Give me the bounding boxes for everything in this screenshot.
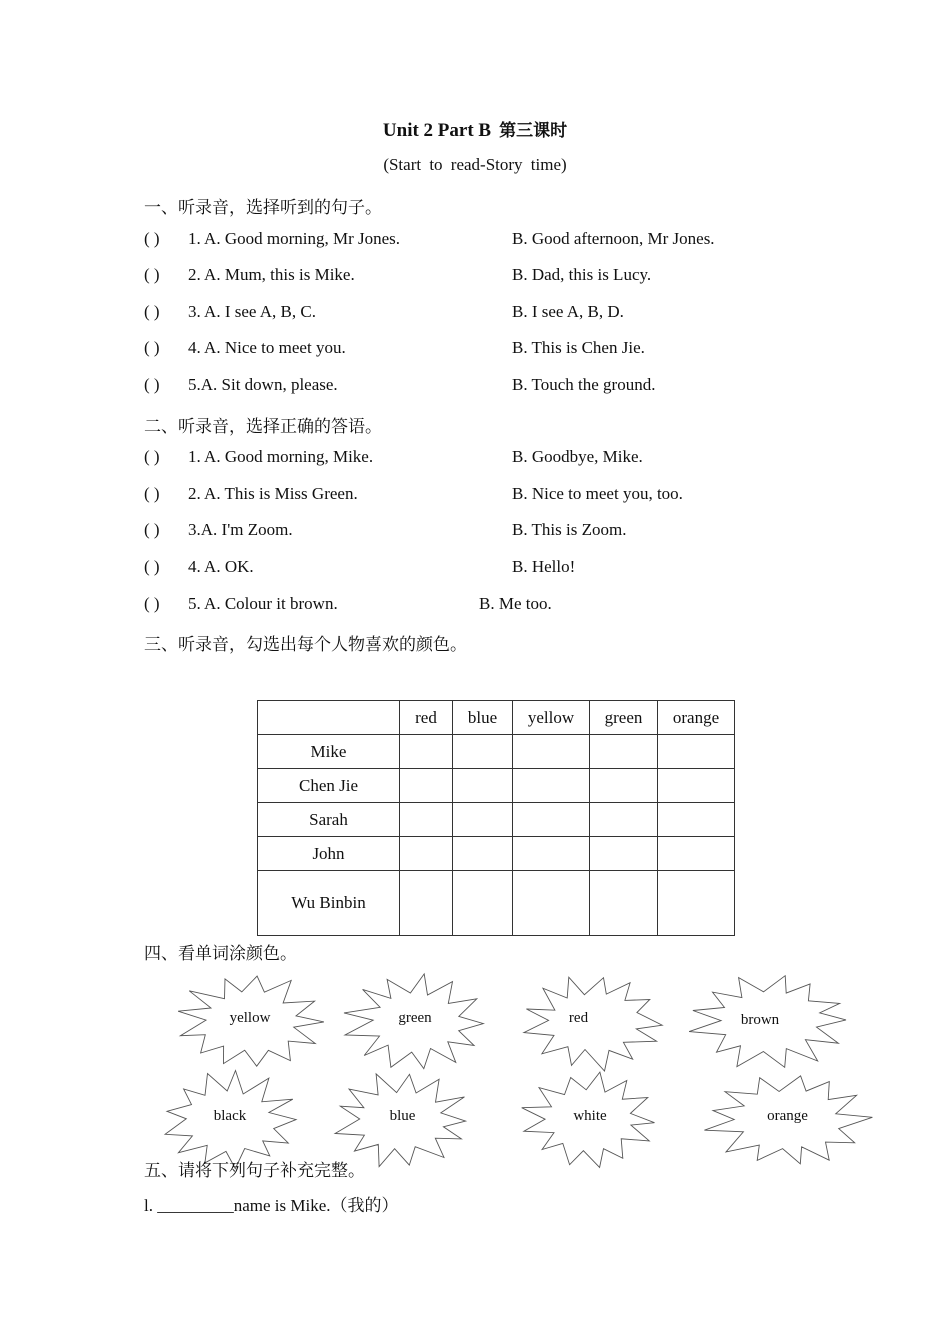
answer-blank[interactable]: ( )	[144, 594, 160, 613]
answer-blank[interactable]: ( )	[144, 302, 160, 321]
option-a: 4. A. OK.	[188, 557, 254, 576]
fill-in-sentence[interactable]: l. _________name is Mike.（我的）	[144, 1196, 399, 1215]
answer-blank[interactable]: ( )	[144, 375, 160, 394]
column-header: blue	[453, 701, 513, 735]
option-a: 2. A. Mum, this is Mike.	[188, 265, 355, 284]
burst-word: brown	[740, 1012, 780, 1028]
section4-heading: 四、看单词涂颜色。	[144, 944, 297, 963]
row-header: John	[258, 837, 400, 871]
check-cell[interactable]	[513, 871, 590, 936]
answer-blank[interactable]: ( )	[144, 338, 160, 357]
check-cell[interactable]	[658, 837, 735, 871]
answer-blank[interactable]: ( )	[144, 447, 160, 466]
check-cell[interactable]	[513, 803, 590, 837]
option-b: B. Hello!	[512, 557, 576, 576]
check-cell[interactable]	[453, 735, 513, 769]
burst-word: blue	[389, 1108, 416, 1124]
check-cell[interactable]	[453, 871, 513, 936]
title-en: Unit 2 Part B	[382, 120, 492, 141]
burst-word: black	[213, 1108, 247, 1124]
answer-blank[interactable]: ( )	[144, 557, 160, 576]
check-cell[interactable]	[453, 803, 513, 837]
page-subtitle: (Start to read-Story time)	[383, 155, 567, 174]
section3-heading: 三、听录音，勾选出每个人物喜欢的颜色。	[144, 635, 467, 654]
table-corner-cell	[258, 701, 400, 735]
check-cell[interactable]	[590, 735, 658, 769]
color-burst[interactable]	[515, 970, 670, 1074]
option-a: 5.A. Sit down, please.	[188, 375, 338, 394]
color-burst[interactable]	[685, 970, 855, 1074]
color-burst[interactable]	[340, 970, 490, 1074]
option-b: B. Good afternoon, Mr Jones.	[512, 229, 715, 248]
answer-blank[interactable]: ( )	[144, 484, 160, 503]
option-b: B. This is Chen Jie.	[512, 338, 645, 357]
check-cell[interactable]	[590, 803, 658, 837]
option-b: B. Goodbye, Mike.	[512, 447, 643, 466]
check-cell[interactable]	[658, 769, 735, 803]
row-header: Sarah	[258, 803, 400, 837]
check-cell[interactable]	[658, 803, 735, 837]
color-burst[interactable]	[515, 1068, 665, 1172]
color-burst[interactable]	[170, 970, 330, 1074]
option-b: B. Nice to meet you, too.	[512, 484, 683, 503]
check-cell[interactable]	[513, 769, 590, 803]
option-b: B. Dad, this is Lucy.	[512, 265, 652, 284]
check-cell[interactable]	[400, 803, 453, 837]
page-title	[0, 116, 950, 142]
option-b: B. This is Zoom.	[512, 520, 627, 539]
burst-word: orange	[767, 1108, 808, 1124]
check-cell[interactable]	[400, 871, 453, 936]
option-a: 5. A. Colour it brown.	[188, 594, 338, 613]
burst-word: yellow	[229, 1010, 271, 1026]
column-header: yellow	[513, 701, 590, 735]
check-cell[interactable]	[400, 735, 453, 769]
burst-word: white	[573, 1108, 607, 1124]
check-cell[interactable]	[453, 837, 513, 871]
row-header: Wu Binbin	[258, 871, 400, 936]
title-cn: 第三课时	[499, 121, 568, 140]
check-cell[interactable]	[590, 871, 658, 936]
section1-heading: 一、听录音，选择听到的句子。	[144, 198, 382, 217]
answer-blank[interactable]: ( )	[144, 520, 160, 539]
option-b: B. Me too.	[479, 594, 552, 613]
section2-heading: 二、听录音，选择正确的答语。	[144, 417, 382, 436]
check-cell[interactable]	[658, 871, 735, 936]
answer-blank[interactable]: ( )	[144, 265, 160, 284]
option-a: 3. A. I see A, B, C.	[188, 302, 316, 321]
check-cell[interactable]	[400, 837, 453, 871]
burst-word: green	[398, 1010, 432, 1026]
row-header: Chen Jie	[258, 769, 400, 803]
check-cell[interactable]	[513, 735, 590, 769]
option-b: B. I see A, B, D.	[512, 302, 624, 321]
option-a: 1. A. Good morning, Mr Jones.	[188, 229, 401, 248]
column-header: red	[400, 701, 453, 735]
option-b: B. Touch the ground.	[512, 375, 656, 394]
option-a: 2. A. This is Miss Green.	[188, 484, 358, 503]
check-cell[interactable]	[453, 769, 513, 803]
section5-heading: 五、请将下列句子补充完整。	[144, 1161, 365, 1180]
column-header: orange	[658, 701, 735, 735]
burst-word: red	[568, 1010, 589, 1026]
check-cell[interactable]	[590, 769, 658, 803]
option-a: 1. A. Good morning, Mike.	[188, 447, 374, 466]
option-a: 3.A. I'm Zoom.	[188, 520, 293, 539]
check-cell[interactable]	[590, 837, 658, 871]
row-header: Mike	[258, 735, 400, 769]
column-header: green	[590, 701, 658, 735]
check-cell[interactable]	[400, 769, 453, 803]
check-cell[interactable]	[513, 837, 590, 871]
answer-blank[interactable]: ( )	[144, 229, 160, 248]
option-a: 4. A. Nice to meet you.	[188, 338, 346, 357]
check-cell[interactable]	[658, 735, 735, 769]
color-preference-table	[257, 700, 735, 936]
color-burst[interactable]	[700, 1068, 875, 1172]
